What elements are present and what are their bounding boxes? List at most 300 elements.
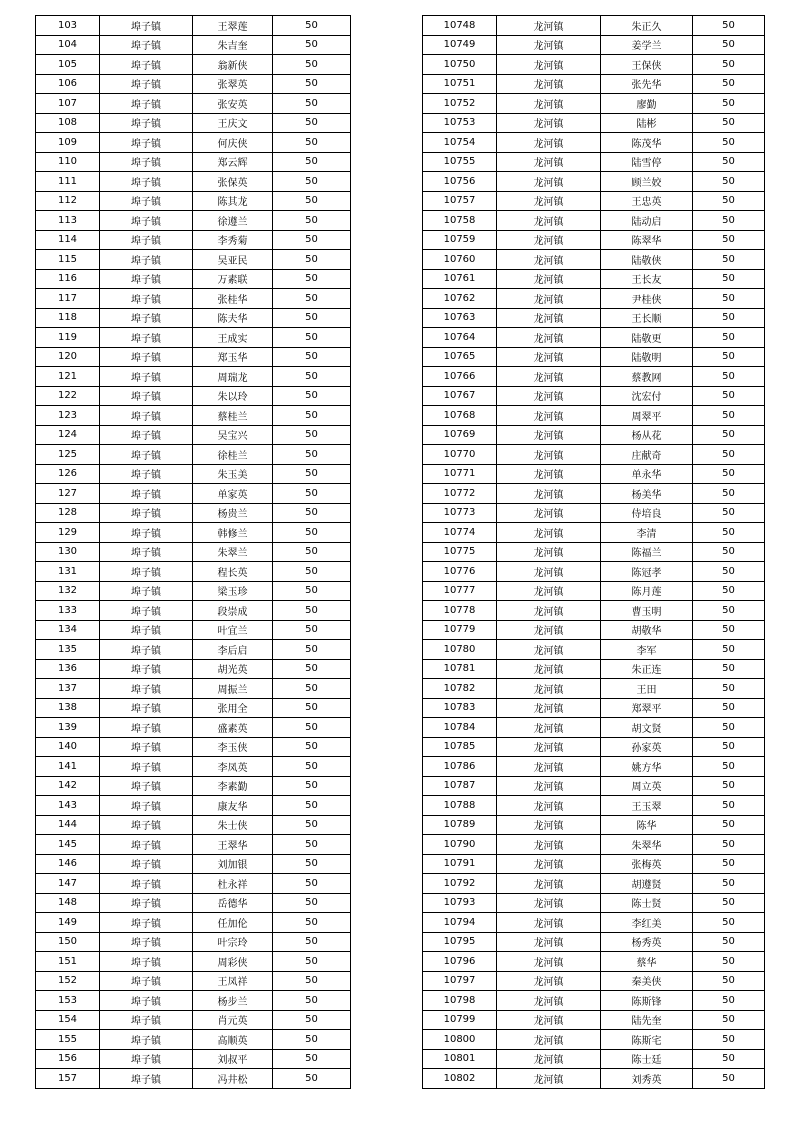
amount-cell: 50 <box>273 601 351 621</box>
amount-cell: 50 <box>693 133 765 153</box>
name-cell: 徐桂兰 <box>193 445 273 465</box>
table-row <box>423 679 765 699</box>
row-number-cell: 10753 <box>423 113 497 133</box>
amount-cell: 50 <box>273 893 351 913</box>
amount-cell: 50 <box>693 55 765 75</box>
table-row <box>36 211 351 231</box>
town-cell: 龙河镇 <box>497 289 601 309</box>
amount-cell: 50 <box>273 815 351 835</box>
row-number-cell: 114 <box>36 230 100 250</box>
table-row <box>423 991 765 1011</box>
table-row <box>423 152 765 172</box>
name-cell: 陆雪停 <box>601 152 693 172</box>
town-cell: 龙河镇 <box>497 464 601 484</box>
amount-cell: 50 <box>693 94 765 114</box>
row-number-cell: 10792 <box>423 874 497 894</box>
town-cell: 埠子镇 <box>100 523 193 543</box>
name-cell: 蔡桂兰 <box>193 406 273 426</box>
name-cell: 周彩侠 <box>193 952 273 972</box>
name-cell: 陈夫华 <box>193 308 273 328</box>
row-number-cell: 10775 <box>423 542 497 562</box>
name-cell: 陈华 <box>601 815 693 835</box>
name-cell: 陆敬侠 <box>601 250 693 270</box>
amount-cell: 50 <box>273 835 351 855</box>
amount-cell: 50 <box>693 74 765 94</box>
name-cell: 陆敬更 <box>601 328 693 348</box>
row-number-cell: 153 <box>36 991 100 1011</box>
amount-cell: 50 <box>273 854 351 874</box>
row-number-cell: 10774 <box>423 523 497 543</box>
table-row <box>36 35 351 55</box>
amount-cell: 50 <box>693 16 765 36</box>
town-cell: 龙河镇 <box>497 406 601 426</box>
table-row <box>423 562 765 582</box>
table-row <box>423 523 765 543</box>
town-cell: 龙河镇 <box>497 991 601 1011</box>
town-cell: 埠子镇 <box>100 835 193 855</box>
row-number-cell: 136 <box>36 659 100 679</box>
table-row <box>423 952 765 972</box>
name-cell: 郑玉华 <box>193 347 273 367</box>
table-row <box>36 679 351 699</box>
name-cell: 何庆侠 <box>193 133 273 153</box>
town-cell: 龙河镇 <box>497 854 601 874</box>
name-cell: 李清 <box>601 523 693 543</box>
name-cell: 吴亚民 <box>193 250 273 270</box>
table-row <box>423 406 765 426</box>
amount-cell: 50 <box>693 1010 765 1030</box>
row-number-cell: 10769 <box>423 425 497 445</box>
row-number-cell: 10767 <box>423 386 497 406</box>
table-row <box>423 113 765 133</box>
row-number-cell: 139 <box>36 718 100 738</box>
town-cell: 龙河镇 <box>497 1069 601 1089</box>
amount-cell: 50 <box>273 425 351 445</box>
table-row <box>36 230 351 250</box>
table-row <box>423 659 765 679</box>
table-row <box>36 523 351 543</box>
table-row <box>36 386 351 406</box>
table-row <box>423 308 765 328</box>
town-cell: 龙河镇 <box>497 211 601 231</box>
name-cell: 叶宜兰 <box>193 620 273 640</box>
amount-cell: 50 <box>693 386 765 406</box>
row-number-cell: 10794 <box>423 913 497 933</box>
table-row <box>36 328 351 348</box>
amount-cell: 50 <box>693 659 765 679</box>
amount-cell: 50 <box>693 308 765 328</box>
amount-cell: 50 <box>273 581 351 601</box>
town-cell: 埠子镇 <box>100 893 193 913</box>
town-cell: 埠子镇 <box>100 1030 193 1050</box>
name-cell: 陈斯宅 <box>601 1030 693 1050</box>
row-number-cell: 141 <box>36 757 100 777</box>
name-cell: 王忠英 <box>601 191 693 211</box>
row-number-cell: 150 <box>36 932 100 952</box>
name-cell: 单家英 <box>193 484 273 504</box>
name-cell: 陈其龙 <box>193 191 273 211</box>
name-cell: 康友华 <box>193 796 273 816</box>
table-row <box>36 815 351 835</box>
town-cell: 龙河镇 <box>497 913 601 933</box>
name-cell: 王翠华 <box>193 835 273 855</box>
row-number-cell: 10790 <box>423 835 497 855</box>
amount-cell: 50 <box>273 269 351 289</box>
row-number-cell: 108 <box>36 113 100 133</box>
amount-cell: 50 <box>693 113 765 133</box>
town-cell: 埠子镇 <box>100 932 193 952</box>
town-cell: 埠子镇 <box>100 425 193 445</box>
amount-cell: 50 <box>273 347 351 367</box>
town-cell: 龙河镇 <box>497 191 601 211</box>
town-cell: 龙河镇 <box>497 1010 601 1030</box>
town-cell: 龙河镇 <box>497 952 601 972</box>
row-number-cell: 122 <box>36 386 100 406</box>
amount-cell: 50 <box>693 152 765 172</box>
name-cell: 陆彬 <box>601 113 693 133</box>
row-number-cell: 10764 <box>423 328 497 348</box>
town-cell: 埠子镇 <box>100 913 193 933</box>
name-cell: 周立英 <box>601 776 693 796</box>
town-cell: 龙河镇 <box>497 757 601 777</box>
name-cell: 李凤英 <box>193 757 273 777</box>
town-cell: 埠子镇 <box>100 367 193 387</box>
town-cell: 埠子镇 <box>100 55 193 75</box>
amount-cell: 50 <box>273 172 351 192</box>
town-cell: 龙河镇 <box>497 74 601 94</box>
table-row <box>423 913 765 933</box>
town-cell: 埠子镇 <box>100 269 193 289</box>
town-cell: 龙河镇 <box>497 932 601 952</box>
row-number-cell: 10795 <box>423 932 497 952</box>
row-number-cell: 10766 <box>423 367 497 387</box>
row-number-cell: 148 <box>36 893 100 913</box>
amount-cell: 50 <box>273 250 351 270</box>
row-number-cell: 124 <box>36 425 100 445</box>
name-cell: 张用全 <box>193 698 273 718</box>
row-number-cell: 10772 <box>423 484 497 504</box>
name-cell: 陆敬明 <box>601 347 693 367</box>
amount-cell: 50 <box>273 874 351 894</box>
table-row <box>36 893 351 913</box>
town-cell: 龙河镇 <box>497 133 601 153</box>
row-number-cell: 147 <box>36 874 100 894</box>
name-cell: 李玉侠 <box>193 737 273 757</box>
table-row <box>423 1069 765 1089</box>
name-cell: 朱玉美 <box>193 464 273 484</box>
row-number-cell: 126 <box>36 464 100 484</box>
amount-cell: 50 <box>273 679 351 699</box>
amount-cell: 50 <box>273 1010 351 1030</box>
amount-cell: 50 <box>273 698 351 718</box>
town-cell: 埠子镇 <box>100 698 193 718</box>
row-number-cell: 133 <box>36 601 100 621</box>
town-cell: 埠子镇 <box>100 35 193 55</box>
town-cell: 埠子镇 <box>100 971 193 991</box>
amount-cell: 50 <box>693 503 765 523</box>
town-cell: 龙河镇 <box>497 815 601 835</box>
town-cell: 龙河镇 <box>497 542 601 562</box>
town-cell: 埠子镇 <box>100 133 193 153</box>
name-cell: 秦美侠 <box>601 971 693 991</box>
table-row <box>423 874 765 894</box>
amount-cell: 50 <box>693 328 765 348</box>
town-cell: 埠子镇 <box>100 172 193 192</box>
amount-cell: 50 <box>693 211 765 231</box>
name-cell: 郑翠平 <box>601 698 693 718</box>
name-cell: 张梅英 <box>601 854 693 874</box>
name-cell: 王庆文 <box>193 113 273 133</box>
amount-cell: 50 <box>693 1049 765 1069</box>
amount-cell: 50 <box>273 464 351 484</box>
table-row <box>36 932 351 952</box>
name-cell: 陈士廷 <box>601 1049 693 1069</box>
town-cell: 埠子镇 <box>100 991 193 1011</box>
amount-cell: 50 <box>693 581 765 601</box>
name-cell: 朱正久 <box>601 16 693 36</box>
town-cell: 埠子镇 <box>100 328 193 348</box>
name-cell: 王凤祥 <box>193 971 273 991</box>
amount-cell: 50 <box>693 35 765 55</box>
amount-cell: 50 <box>273 191 351 211</box>
name-cell: 王田 <box>601 679 693 699</box>
table-row <box>36 289 351 309</box>
name-cell: 王保侠 <box>601 55 693 75</box>
row-number-cell: 130 <box>36 542 100 562</box>
town-cell: 龙河镇 <box>497 269 601 289</box>
row-number-cell: 155 <box>36 1030 100 1050</box>
table-row <box>423 815 765 835</box>
row-number-cell: 10754 <box>423 133 497 153</box>
table-row <box>36 191 351 211</box>
row-number-cell: 107 <box>36 94 100 114</box>
table-row <box>36 601 351 621</box>
name-cell: 朱吉奎 <box>193 35 273 55</box>
name-cell: 李秀菊 <box>193 230 273 250</box>
town-cell: 埠子镇 <box>100 757 193 777</box>
row-number-cell: 10785 <box>423 737 497 757</box>
row-number-cell: 10762 <box>423 289 497 309</box>
amount-cell: 50 <box>693 289 765 309</box>
row-number-cell: 110 <box>36 152 100 172</box>
town-cell: 埠子镇 <box>100 854 193 874</box>
name-cell: 杨步兰 <box>193 991 273 1011</box>
amount-cell: 50 <box>273 386 351 406</box>
table-row <box>423 94 765 114</box>
row-number-cell: 10783 <box>423 698 497 718</box>
row-number-cell: 143 <box>36 796 100 816</box>
table-row <box>36 776 351 796</box>
amount-cell: 50 <box>693 718 765 738</box>
name-cell: 尹桂侠 <box>601 289 693 309</box>
table-row <box>423 542 765 562</box>
town-cell: 龙河镇 <box>497 776 601 796</box>
town-cell: 埠子镇 <box>100 601 193 621</box>
row-number-cell: 10765 <box>423 347 497 367</box>
amount-cell: 50 <box>693 796 765 816</box>
table-row <box>423 347 765 367</box>
table-row <box>36 406 351 426</box>
table-row <box>36 796 351 816</box>
table-row <box>36 503 351 523</box>
amount-cell: 50 <box>693 172 765 192</box>
town-cell: 龙河镇 <box>497 523 601 543</box>
town-cell: 龙河镇 <box>497 718 601 738</box>
table-row <box>423 269 765 289</box>
amount-cell: 50 <box>693 367 765 387</box>
town-cell: 埠子镇 <box>100 679 193 699</box>
row-number-cell: 10777 <box>423 581 497 601</box>
name-cell: 岳德华 <box>193 893 273 913</box>
town-cell: 龙河镇 <box>497 152 601 172</box>
name-cell: 单永华 <box>601 464 693 484</box>
left-roster-body <box>36 16 351 1089</box>
right-roster-body <box>423 16 765 1089</box>
row-number-cell: 10748 <box>423 16 497 36</box>
amount-cell: 50 <box>273 932 351 952</box>
amount-cell: 50 <box>273 523 351 543</box>
row-number-cell: 10786 <box>423 757 497 777</box>
row-number-cell: 105 <box>36 55 100 75</box>
table-row <box>423 1010 765 1030</box>
left-roster-table <box>35 15 351 1089</box>
table-row <box>36 308 351 328</box>
row-number-cell: 10788 <box>423 796 497 816</box>
table-row <box>423 893 765 913</box>
amount-cell: 50 <box>273 35 351 55</box>
town-cell: 龙河镇 <box>497 737 601 757</box>
table-row <box>423 757 765 777</box>
name-cell: 朱士侠 <box>193 815 273 835</box>
name-cell: 段崇成 <box>193 601 273 621</box>
town-cell: 龙河镇 <box>497 562 601 582</box>
row-number-cell: 154 <box>36 1010 100 1030</box>
amount-cell: 50 <box>273 55 351 75</box>
table-row <box>36 1069 351 1089</box>
table-row <box>423 1049 765 1069</box>
amount-cell: 50 <box>693 913 765 933</box>
row-number-cell: 10797 <box>423 971 497 991</box>
name-cell: 蔡教网 <box>601 367 693 387</box>
town-cell: 龙河镇 <box>497 445 601 465</box>
amount-cell: 50 <box>693 191 765 211</box>
town-cell: 埠子镇 <box>100 874 193 894</box>
amount-cell: 50 <box>273 913 351 933</box>
town-cell: 埠子镇 <box>100 94 193 114</box>
amount-cell: 50 <box>693 1030 765 1050</box>
row-number-cell: 123 <box>36 406 100 426</box>
amount-cell: 50 <box>273 289 351 309</box>
amount-cell: 50 <box>693 523 765 543</box>
town-cell: 埠子镇 <box>100 386 193 406</box>
row-number-cell: 119 <box>36 328 100 348</box>
name-cell: 陈福兰 <box>601 542 693 562</box>
table-row <box>36 55 351 75</box>
row-number-cell: 10761 <box>423 269 497 289</box>
name-cell: 杨贵兰 <box>193 503 273 523</box>
table-row <box>423 718 765 738</box>
row-number-cell: 10800 <box>423 1030 497 1050</box>
amount-cell: 50 <box>273 991 351 1011</box>
row-number-cell: 138 <box>36 698 100 718</box>
table-row <box>36 581 351 601</box>
row-number-cell: 10773 <box>423 503 497 523</box>
name-cell: 顾兰姣 <box>601 172 693 192</box>
town-cell: 龙河镇 <box>497 328 601 348</box>
town-cell: 龙河镇 <box>497 581 601 601</box>
amount-cell: 50 <box>273 952 351 972</box>
name-cell: 张安英 <box>193 94 273 114</box>
table-row <box>36 367 351 387</box>
row-number-cell: 10798 <box>423 991 497 1011</box>
town-cell: 埠子镇 <box>100 796 193 816</box>
name-cell: 李红美 <box>601 913 693 933</box>
table-row <box>36 718 351 738</box>
town-cell: 埠子镇 <box>100 1010 193 1030</box>
name-cell: 韩修兰 <box>193 523 273 543</box>
name-cell: 刘加银 <box>193 854 273 874</box>
town-cell: 埠子镇 <box>100 581 193 601</box>
name-cell: 王成实 <box>193 328 273 348</box>
name-cell: 叶宗玲 <box>193 932 273 952</box>
name-cell: 周翠平 <box>601 406 693 426</box>
town-cell: 埠子镇 <box>100 542 193 562</box>
name-cell: 陆先奎 <box>601 1010 693 1030</box>
row-number-cell: 10771 <box>423 464 497 484</box>
name-cell: 杜永祥 <box>193 874 273 894</box>
amount-cell: 50 <box>273 94 351 114</box>
town-cell: 埠子镇 <box>100 718 193 738</box>
amount-cell: 50 <box>693 542 765 562</box>
table-row <box>423 386 765 406</box>
row-number-cell: 156 <box>36 1049 100 1069</box>
table-row <box>36 152 351 172</box>
name-cell: 朱翠兰 <box>193 542 273 562</box>
name-cell: 徐遵兰 <box>193 211 273 231</box>
row-number-cell: 149 <box>36 913 100 933</box>
name-cell: 陈翠华 <box>601 230 693 250</box>
table-row <box>423 932 765 952</box>
name-cell: 陈月莲 <box>601 581 693 601</box>
name-cell: 周振兰 <box>193 679 273 699</box>
name-cell: 翁新侠 <box>193 55 273 75</box>
town-cell: 埠子镇 <box>100 503 193 523</box>
amount-cell: 50 <box>273 757 351 777</box>
table-row <box>423 1030 765 1050</box>
amount-cell: 50 <box>693 347 765 367</box>
town-cell: 埠子镇 <box>100 406 193 426</box>
table-row <box>36 1030 351 1050</box>
table-row <box>423 55 765 75</box>
row-number-cell: 103 <box>36 16 100 36</box>
row-number-cell: 10782 <box>423 679 497 699</box>
name-cell: 朱正连 <box>601 659 693 679</box>
table-row <box>36 659 351 679</box>
amount-cell: 50 <box>273 659 351 679</box>
amount-cell: 50 <box>273 737 351 757</box>
row-number-cell: 10763 <box>423 308 497 328</box>
town-cell: 埠子镇 <box>100 347 193 367</box>
amount-cell: 50 <box>693 406 765 426</box>
table-row <box>36 445 351 465</box>
name-cell: 朱以玲 <box>193 386 273 406</box>
town-cell: 龙河镇 <box>497 796 601 816</box>
town-cell: 埠子镇 <box>100 74 193 94</box>
row-number-cell: 10751 <box>423 74 497 94</box>
row-number-cell: 10789 <box>423 815 497 835</box>
row-number-cell: 10793 <box>423 893 497 913</box>
row-number-cell: 137 <box>36 679 100 699</box>
